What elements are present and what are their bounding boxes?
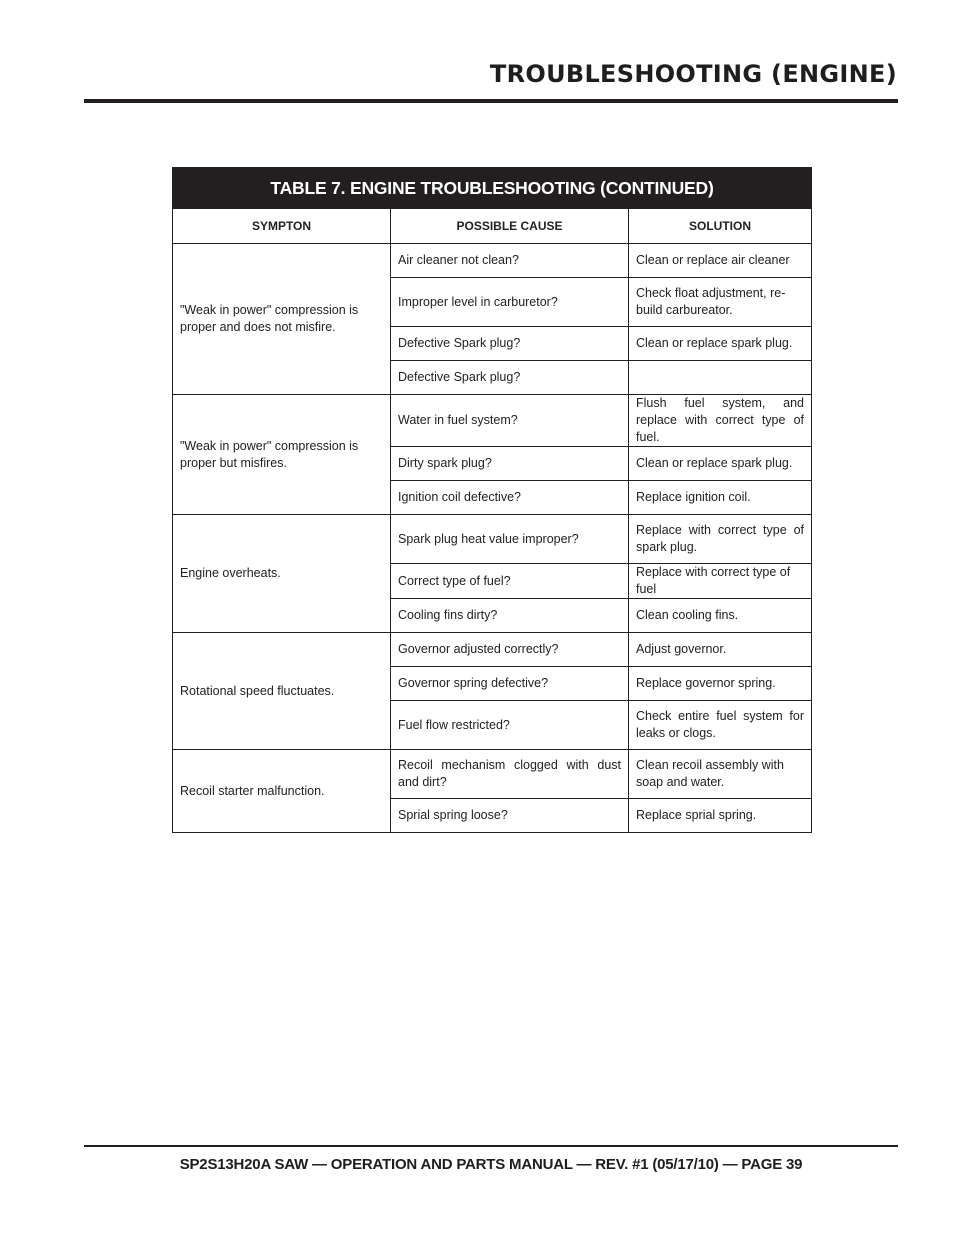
column-header-symptom: SYMPTON: [173, 209, 391, 244]
symptom-cell: Rotational speed fluctuates.: [173, 633, 391, 750]
symptom-cell: Engine overheats.: [173, 515, 391, 633]
cause-cell: Water in fuel system?: [391, 395, 629, 447]
solution-cell: Replace sprial spring.: [629, 799, 812, 833]
solution-cell: Clean cooling fins.: [629, 599, 812, 633]
header-rule: [84, 99, 898, 103]
cause-cell: Fuel flow restricted?: [391, 701, 629, 750]
solution-cell: [629, 361, 812, 395]
solution-cell: Check float adjustment, re-build carbureator.: [629, 278, 812, 327]
cause-cell: Defective Spark plug?: [391, 361, 629, 395]
cause-cell: Cooling fins dirty?: [391, 599, 629, 633]
cause-cell: Governor spring defective?: [391, 667, 629, 701]
table-row: [173, 395, 812, 447]
column-header-solution: SOLUTION: [629, 209, 812, 244]
table-row: [173, 244, 812, 278]
solution-cell: Clean or replace spark plug.: [629, 447, 812, 481]
solution-cell: Clean or replace spark plug.: [629, 327, 812, 361]
cause-cell: Improper level in carburetor?: [391, 278, 629, 327]
solution-cell: Replace governor spring.: [629, 667, 812, 701]
table-row: [173, 633, 812, 667]
solution-cell: Replace with correct type of fuel: [629, 564, 812, 599]
cause-cell: Sprial spring loose?: [391, 799, 629, 833]
page-footer: SP2S13H20A SAW — OPERATION AND PARTS MANUAL — REV. #1 (05/17/10) — PAGE 39: [179, 1156, 803, 1173]
troubleshooting-table: [172, 167, 812, 833]
cause-cell: Defective Spark plug?: [391, 327, 629, 361]
symptom-cell: "Weak in power" compression is proper but misfires.: [173, 395, 391, 515]
footer-rule: [84, 1145, 898, 1147]
table-caption: TABLE 7. ENGINE TROUBLESHOOTING (CONTINUED): [173, 168, 812, 209]
solution-cell: Replace with correct type of spark plug.: [629, 515, 812, 564]
column-header-cause: POSSIBLE CAUSE: [391, 209, 629, 244]
solution-cell: Flush fuel system, and replace with correct type of fuel.: [629, 395, 812, 447]
solution-cell: Check entire fuel system for leaks or clogs.: [629, 701, 812, 750]
solution-cell: Adjust governor.: [629, 633, 812, 667]
solution-cell: Clean recoil assembly with soap and water.: [629, 750, 812, 799]
cause-cell: Correct type of fuel?: [391, 564, 629, 599]
solution-cell: Replace ignition coil.: [629, 481, 812, 515]
cause-cell: Governor adjusted correctly?: [391, 633, 629, 667]
cause-cell: Spark plug heat value improper?: [391, 515, 629, 564]
cause-cell: Recoil mechanism clogged with dust and dirt?: [391, 750, 629, 799]
cause-cell: Dirty spark plug?: [391, 447, 629, 481]
symptom-cell: Recoil starter malfunction.: [173, 750, 391, 833]
cause-cell: Air cleaner not clean?: [391, 244, 629, 278]
symptom-cell: "Weak in power" compression is proper and does not misfire.: [173, 244, 391, 395]
cause-cell: Ignition coil defective?: [391, 481, 629, 515]
page-title: TROUBLESHOOTING (ENGINE): [489, 60, 897, 88]
solution-cell: Clean or replace air cleaner: [629, 244, 812, 278]
table-row: [173, 515, 812, 564]
table-row: [173, 750, 812, 799]
